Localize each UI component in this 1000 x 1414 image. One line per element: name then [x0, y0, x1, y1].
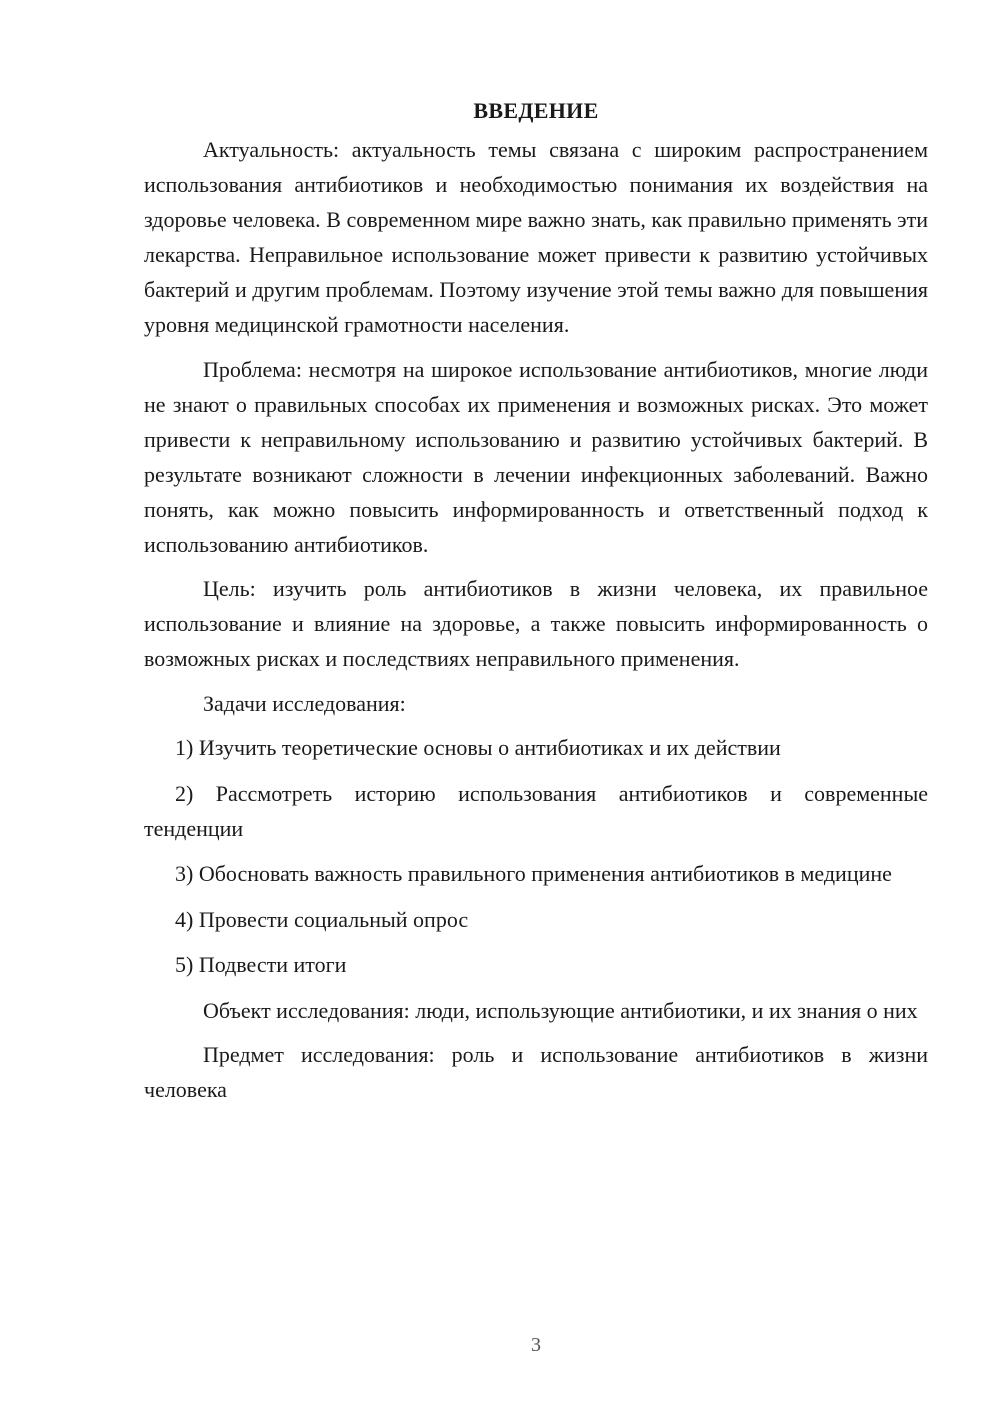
list-item: 4) Провести социальный опрос	[175, 906, 469, 932]
list-item: 3) Обосновать важность правильного применения антибиотиков в медицине	[175, 861, 892, 886]
list-item: 5) Подвести итоги	[175, 952, 347, 977]
document-page	[144, 96, 928, 1117]
tasks-list	[144, 730, 928, 982]
object-paragraph: Объект исследования: люди, использующие антибиотики, и их знания о них	[203, 997, 918, 1023]
subject-paragraph: Предмет исследования: роль и использование антибиотиков в жизни человека	[144, 1042, 928, 1102]
goal-paragraph: Цель: изучить роль антибиотиков в жизни человека, их правильное использование и влияние на здоровье, а также повысить информированность о возможных рисках и последствиях неправильного применения.	[144, 576, 928, 671]
section-heading: ВВЕДЕНИЕ	[473, 98, 599, 123]
page-number: 3	[531, 1334, 541, 1356]
problem-paragraph: Проблема: несмотря на широкое использование антибиотиков, многие люди не знают о правильных способах их применения и возможных рисках. Это может привести к неправильному использованию и развитию устойчивых бактерий. В результате возникают сложности в лечении инфекционных заболеваний. Важно понять, как можно повысить информированность и ответственный подход к использованию антибиотиков.	[144, 356, 928, 557]
relevance-paragraph: Актуальность: актуальность темы связана с широким распространением использования антибиотиков и необходимостью понимания их воздействия на здоровье человека. В современном мире важно знать, как правильно применять эти лекарства. Неправильное использование может привести к развитию устойчивых бактерий и другим проблемам. Поэтому изучение этой темы важно для повышения уровня медицинской грамотности населения.	[144, 137, 928, 337]
tasks-title: Задачи исследования:	[203, 690, 406, 716]
list-item: 2) Рассмотреть историю использования антибиотиков и современные тенденции	[144, 780, 928, 841]
list-item: 1) Изучить теоретические основы о антибиотиках и их действии	[175, 735, 781, 760]
